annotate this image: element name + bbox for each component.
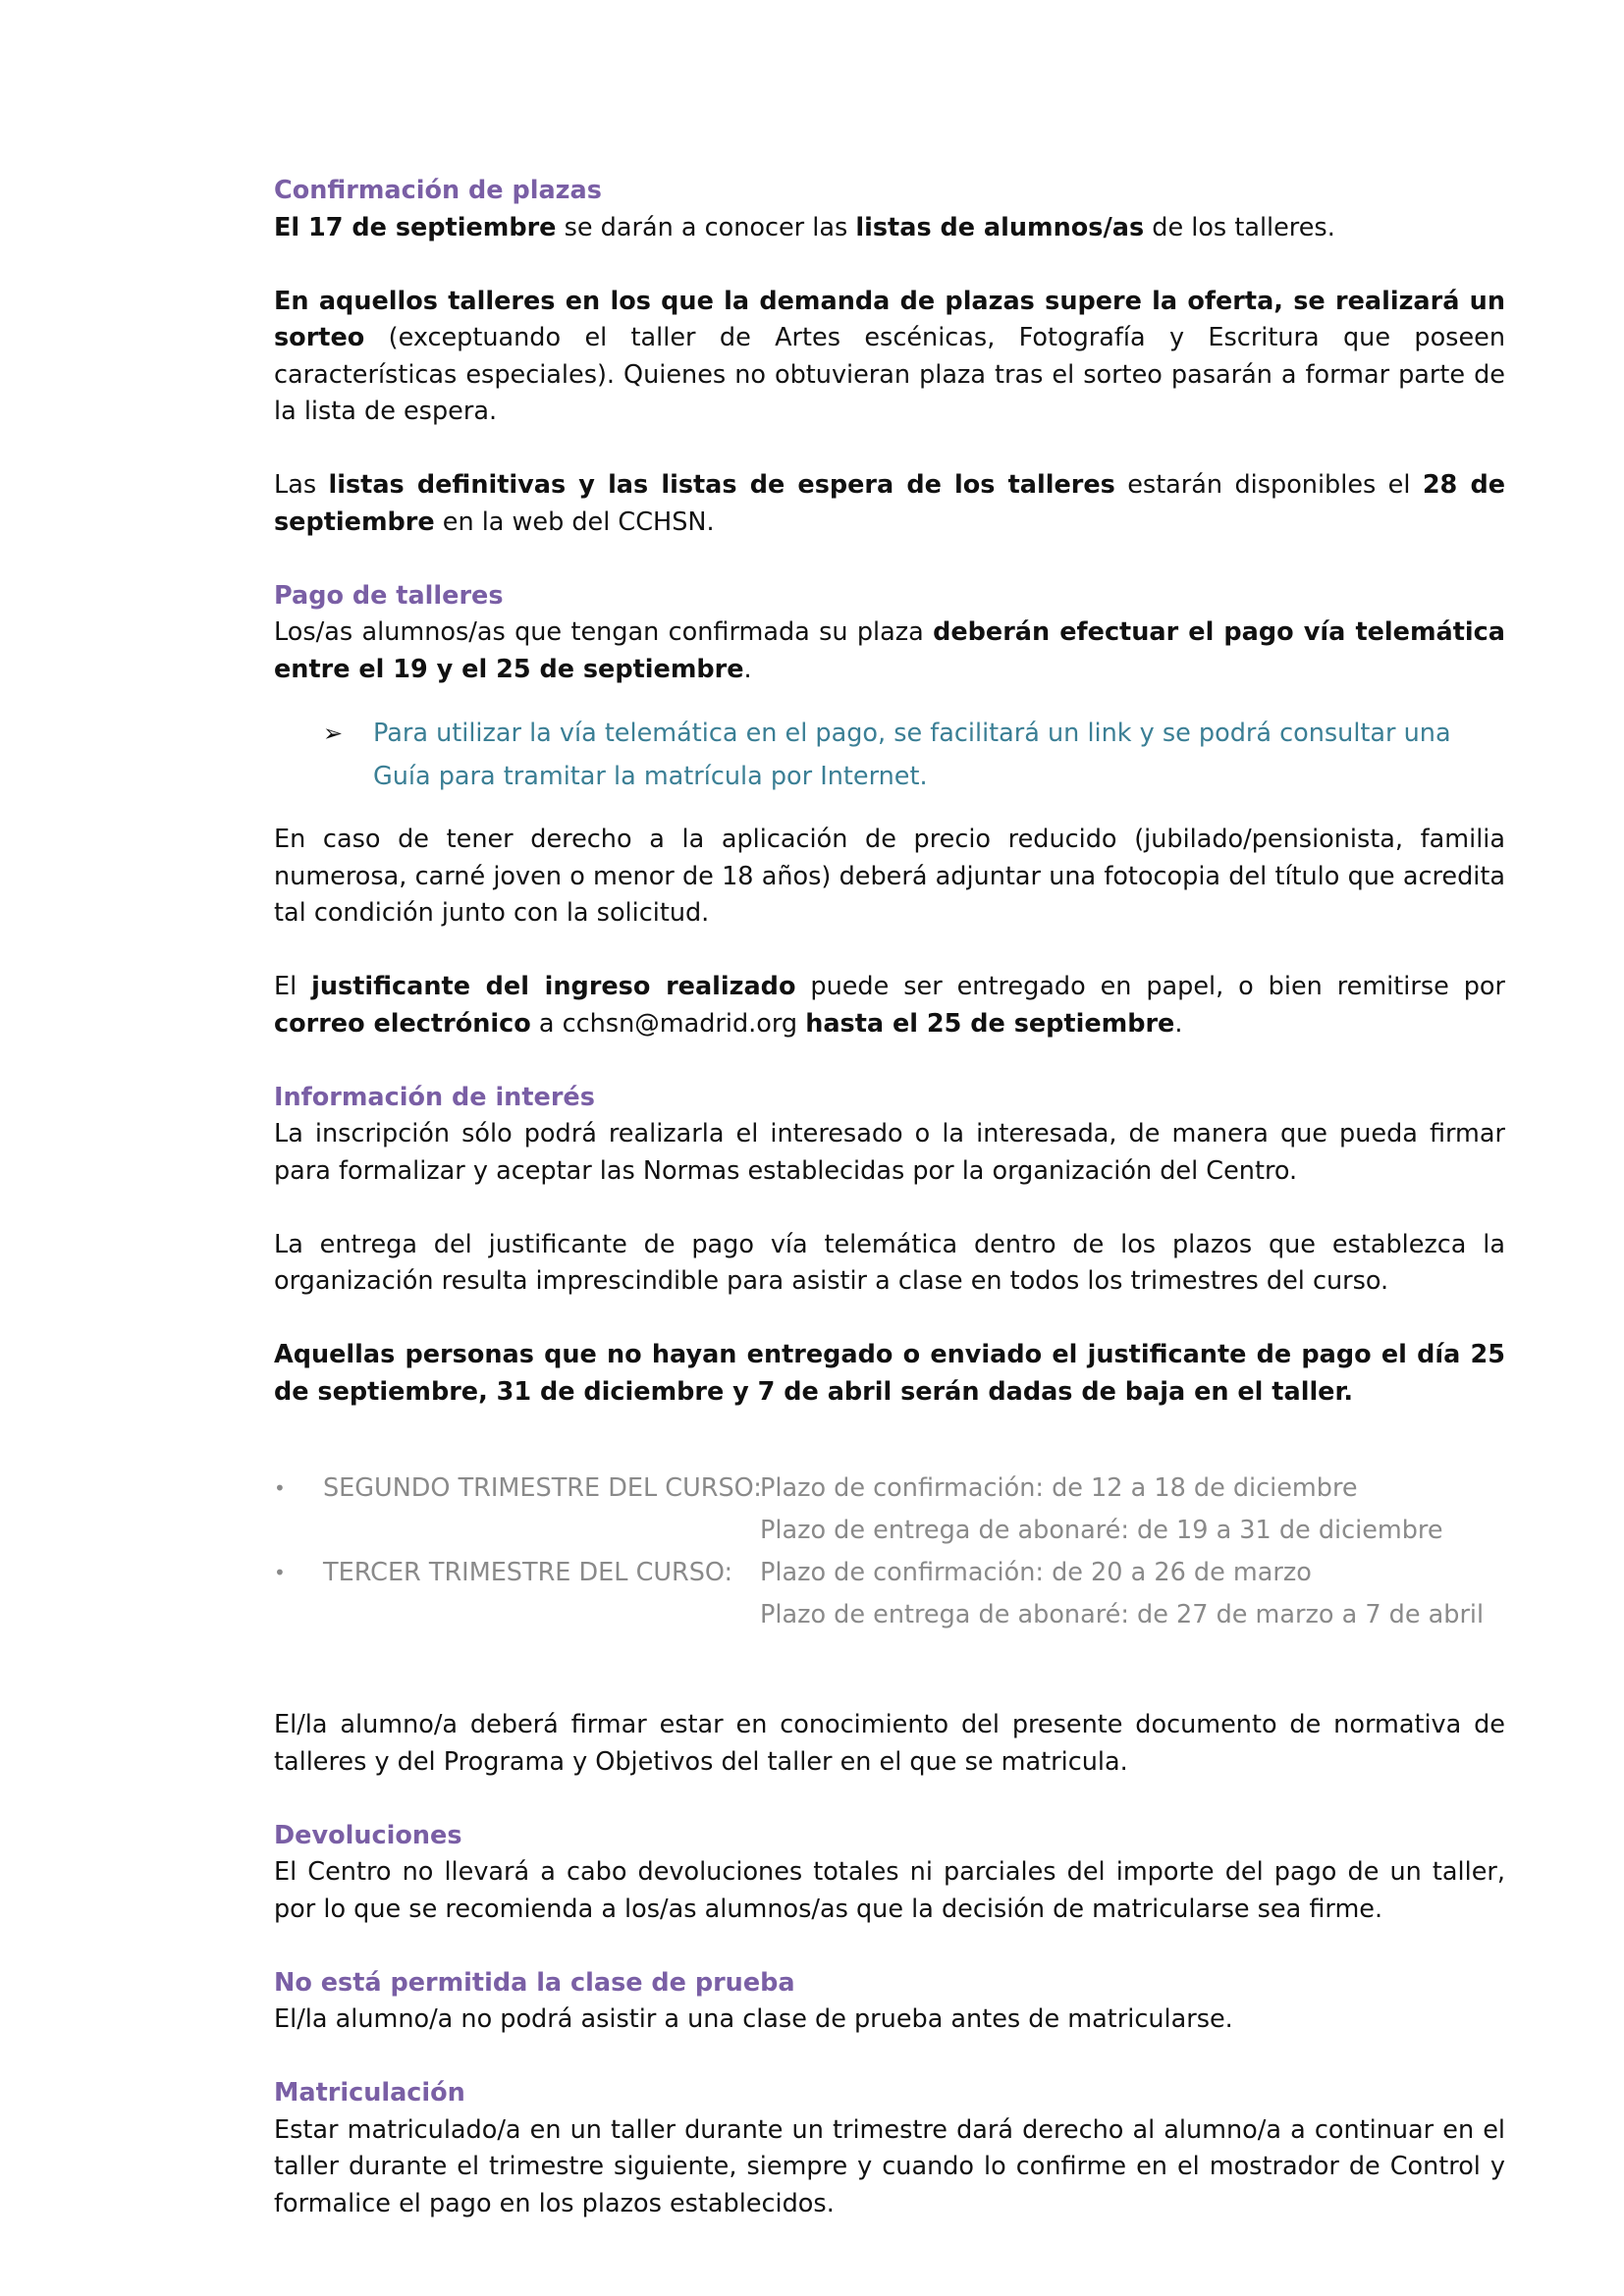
- schedule-row: [274, 1510, 1505, 1552]
- prueba-paragraph: El/la alumno/a no podrá asistir a una clase de prueba antes de matricularse.: [274, 2004, 1233, 2034]
- bold-text: hasta el 25 de septiembre: [805, 1008, 1175, 1039]
- devoluciones-paragraph: El Centro no llevará a cabo devoluciones totales ni parciales del importe del pago de un taller, por lo que se recomienda a los/as alumnos/as que la decisión de matricularse sea firme.: [274, 1857, 1505, 1924]
- bold-text: El 17 de septiembre: [274, 212, 557, 242]
- pago-paragraph-2: En caso de tener derecho a la aplicación de precio reducido (jubilado/pensionista, familia numerosa, carné joven o menor de 18 años) deberá adjuntar una fotocopia del título que acredita tal condición junto con la solicitud.: [274, 825, 1505, 928]
- schedule-payment: Plazo de entrega de abonaré: de 27 de marzo a 7 de abril: [760, 1600, 1485, 1629]
- informacion-paragraph-2: La entrega del justificante de pago vía telemática dentro de los plazos que establezca la organización resulta imprescindible para asistir a clase en todos los trimestres del curso.: [274, 1229, 1505, 1296]
- pago-paragraph-3: [274, 969, 1505, 1042]
- schedule-row: [274, 1594, 1505, 1636]
- confirmacion-paragraph-3: [274, 467, 1505, 541]
- schedule-list: [274, 1468, 1505, 1636]
- bold-text: listas de alumnos/as: [855, 212, 1145, 242]
- text: estarán disponibles el: [1114, 470, 1423, 500]
- arrow-bullet-icon: ➢: [323, 720, 344, 747]
- informacion-paragraph-3: Aquellas personas que no hayan entregado o enviado el justificante de pago el día 25 de septiembre, 31 de diciembre y 7 de abril serán dadas de baja en el taller.: [274, 1340, 1505, 1407]
- bold-text: deberán efectuar el pago vía telemática entre el 19 y el 25 de septiembre: [274, 617, 1505, 684]
- informacion-paragraph-1: La inscripción sólo podrá realizarla el interesado o la interesada, de manera que pueda firmar para formalizar y aceptar las Normas establecidas por la organización del Centro.: [274, 1119, 1505, 1186]
- confirmacion-heading: Confirmación de plazas: [274, 176, 602, 205]
- schedule-confirmation: Plazo de confirmación: de 20 a 26 de marzo: [760, 1558, 1312, 1587]
- confirmacion-paragraph-2: [274, 284, 1505, 431]
- bold-text: correo electrónico: [274, 1008, 531, 1039]
- bullet-icon: •: [274, 1476, 286, 1500]
- schedule-row: [274, 1468, 1505, 1510]
- matriculacion-heading: Matriculación: [274, 2078, 465, 2108]
- text: Los/as alumnos/as que tengan confirmada su plaza: [274, 617, 934, 647]
- text: .: [1174, 1008, 1183, 1039]
- document-body: [274, 173, 1505, 2222]
- text: Las: [274, 470, 329, 500]
- matriculacion-paragraph: Estar matriculado/a en un taller durante un trimestre dará derecho al alumno/a a continuar en el taller durante el trimestre siguiente, siempre y cuando lo confirme en el mostrador de Control y formalice el pago en los plazos establecidos.: [274, 2114, 1505, 2218]
- firma-paragraph: El/la alumno/a deberá firmar estar en conocimiento del presente documento de normativa de talleres y del Programa y Objetivos del taller en el que se matricula.: [274, 1710, 1505, 1777]
- pago-heading: Pago de talleres: [274, 580, 504, 611]
- text: se darán a conocer las: [556, 212, 856, 242]
- bullet-icon: •: [274, 1561, 286, 1584]
- devoluciones-heading: Devoluciones: [274, 1820, 462, 1850]
- bullet-note-text: Para utilizar la vía telemática en el pago, se facilitará un link y se podrá consultar una Guía para tramitar la matrícula por Internet.: [373, 719, 1451, 791]
- text: de los talleres.: [1144, 212, 1335, 242]
- text: .: [743, 654, 752, 684]
- informacion-heading: Información de interés: [274, 1082, 595, 1112]
- pago-bullet-note: [274, 712, 1505, 798]
- text: en la web del CCHSN.: [434, 507, 715, 537]
- bold-text: En aquellos talleres en los que la demanda de plazas supere la oferta, se realizará un sorteo: [274, 286, 1505, 352]
- prueba-heading: No está permitida la clase de prueba: [274, 1967, 795, 1998]
- schedule-confirmation: Plazo de confirmación: de 12 a 18 de diciembre: [760, 1473, 1358, 1503]
- schedule-label: TERCER TRIMESTRE DEL CURSO:: [323, 1558, 733, 1587]
- schedule-payment: Plazo de entrega de abonaré: de 19 a 31 de diciembre: [760, 1516, 1443, 1545]
- confirmacion-paragraph-1: [274, 210, 1505, 247]
- bold-text: listas definitivas y las listas de espera de los talleres: [328, 470, 1115, 500]
- text: El: [274, 972, 312, 1001]
- bold-text: justificante del ingreso realizado: [311, 972, 796, 1001]
- pago-paragraph-1: [274, 614, 1505, 688]
- email-text: a cchsn@madrid.org: [530, 1008, 806, 1039]
- bold-text: 28 de septiembre: [274, 470, 1505, 537]
- text: puede ser entregado en papel, o bien remitirse por: [795, 972, 1505, 1001]
- schedule-row: [274, 1552, 1505, 1594]
- text: (exceptuando el taller de Artes escénicas, Fotografía y Escritura que poseen características especiales). Quienes no obtuvieran plaza tras el sorteo pasarán a formar parte de la lista de espera.: [274, 323, 1505, 426]
- schedule-label: SEGUNDO TRIMESTRE DEL CURSO:: [323, 1473, 762, 1503]
